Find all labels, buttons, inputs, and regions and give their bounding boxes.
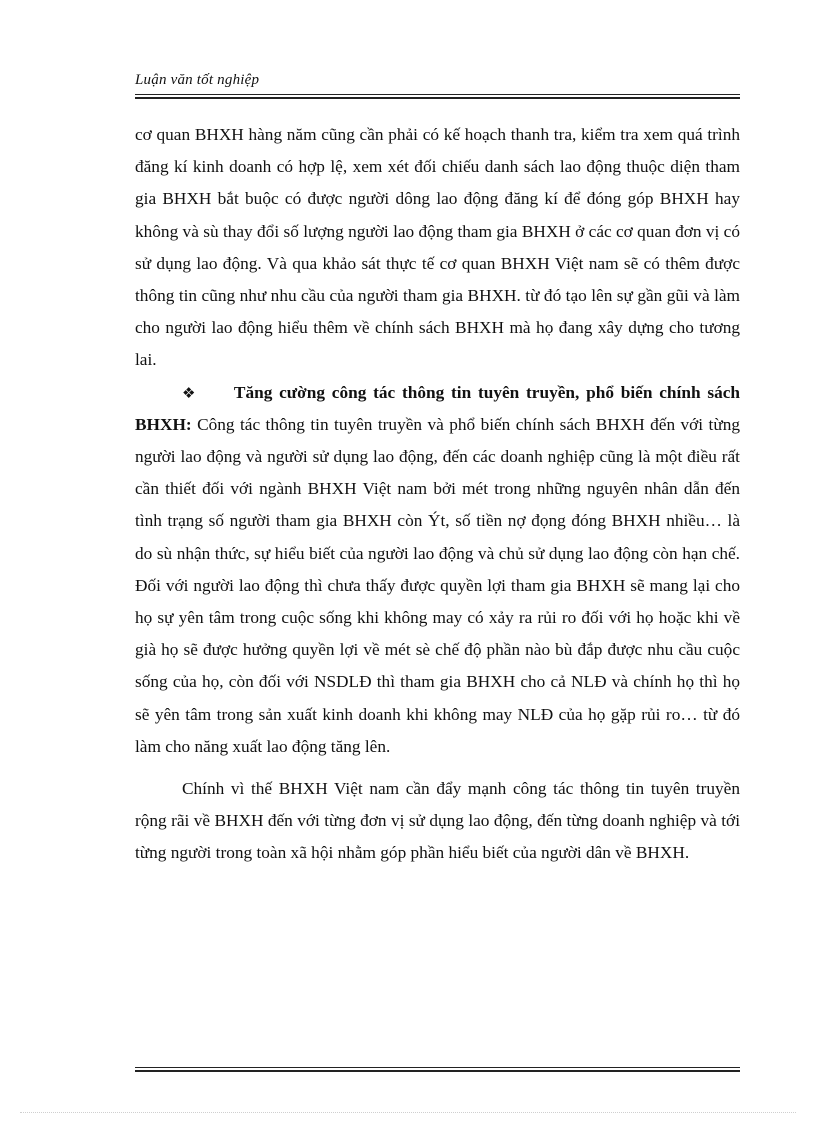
footer-rule: [135, 1067, 740, 1072]
section-heading: Tăng cường công tác thông tin tuyên truyền, phổ biến chính sách BHXH:: [135, 382, 740, 434]
document-header-title: Luận văn tốt nghiệp: [135, 72, 260, 88]
header-rule: [135, 94, 740, 99]
diamond-bullet-icon: ❖: [182, 383, 198, 402]
section-body: Công tác thông tin tuyên truyền và phổ biến chính sách BHXH đến với từng người lao động và người sử dụng lao động, đến các doanh nghiệp cũng là một điều rất cần thiết đối với ngành BHXH Việt nam bởi mét trong những nguyên nhân dẫn đến tình trạng số người tham gia BHXH còn Ýt, số tiền nợ đọng đóng BHXH nhiều… là do sù nhận thức, sự hiểu biết của người lao động và chủ sử dụng lao động còn hạn chế. Đối với người lao động thì chưa thấy được quyền lợi tham gia BHXH sẽ mang lại cho họ sự yên tâm trong cuộc sống khi không may có xảy ra rủi ro đối với họ hoặc khi về già họ sẽ được hưởng quyền lợi về mét sè chế độ phần nào bù đắp được nhu cầu cuộc sống của họ, còn đối với NSDLĐ thì tham gia BHXH cho cả NLĐ và chính họ thì họ sẽ yên tâm trong sản xuất kinh doanh khi không may NLĐ của họ gặp rủi ro… từ đó làm cho năng xuất lao động tăng lên.: [135, 414, 740, 756]
paragraph-conclusion: Chính vì thế BHXH Việt nam cần đẩy mạnh công tác thông tin tuyên truyền rộng rãi về BHXH đến với từng đơn vị sử dụng lao động, đến từng doanh nghiệp và tới từng người trong toàn xã hội nhằm góp phần hiểu biết của người dân về BHXH.: [135, 779, 740, 863]
paragraph-continuation: cơ quan BHXH hàng năm cũng cần phải có kế hoạch thanh tra, kiểm tra xem quá trình đăng kí kinh doanh có hợp lệ, xem xét đối chiếu danh sách lao động thuộc diện tham gia BHXH bắt buộc có được người dông lao động đăng kí để đóng góp BHXH hay không và sù thay đổi số lượng người lao động tham gia BHXH ở các cơ quan đơn vị có sử dụng lao động. Và qua khảo sát thực tế cơ quan BHXH Việt nam sẽ có thêm được thông tin cũng như nhu cầu của người tham gia BHXH. từ đó tạo lên sự gần gũi và làm cho người lao động hiểu thêm về chính sách BHXH mà họ đang xây dựng cho tương lai.: [135, 125, 740, 370]
document-body: [135, 119, 740, 870]
paragraph-bullet-section: [135, 377, 740, 763]
page-edge-dotted-line: [20, 1112, 796, 1113]
